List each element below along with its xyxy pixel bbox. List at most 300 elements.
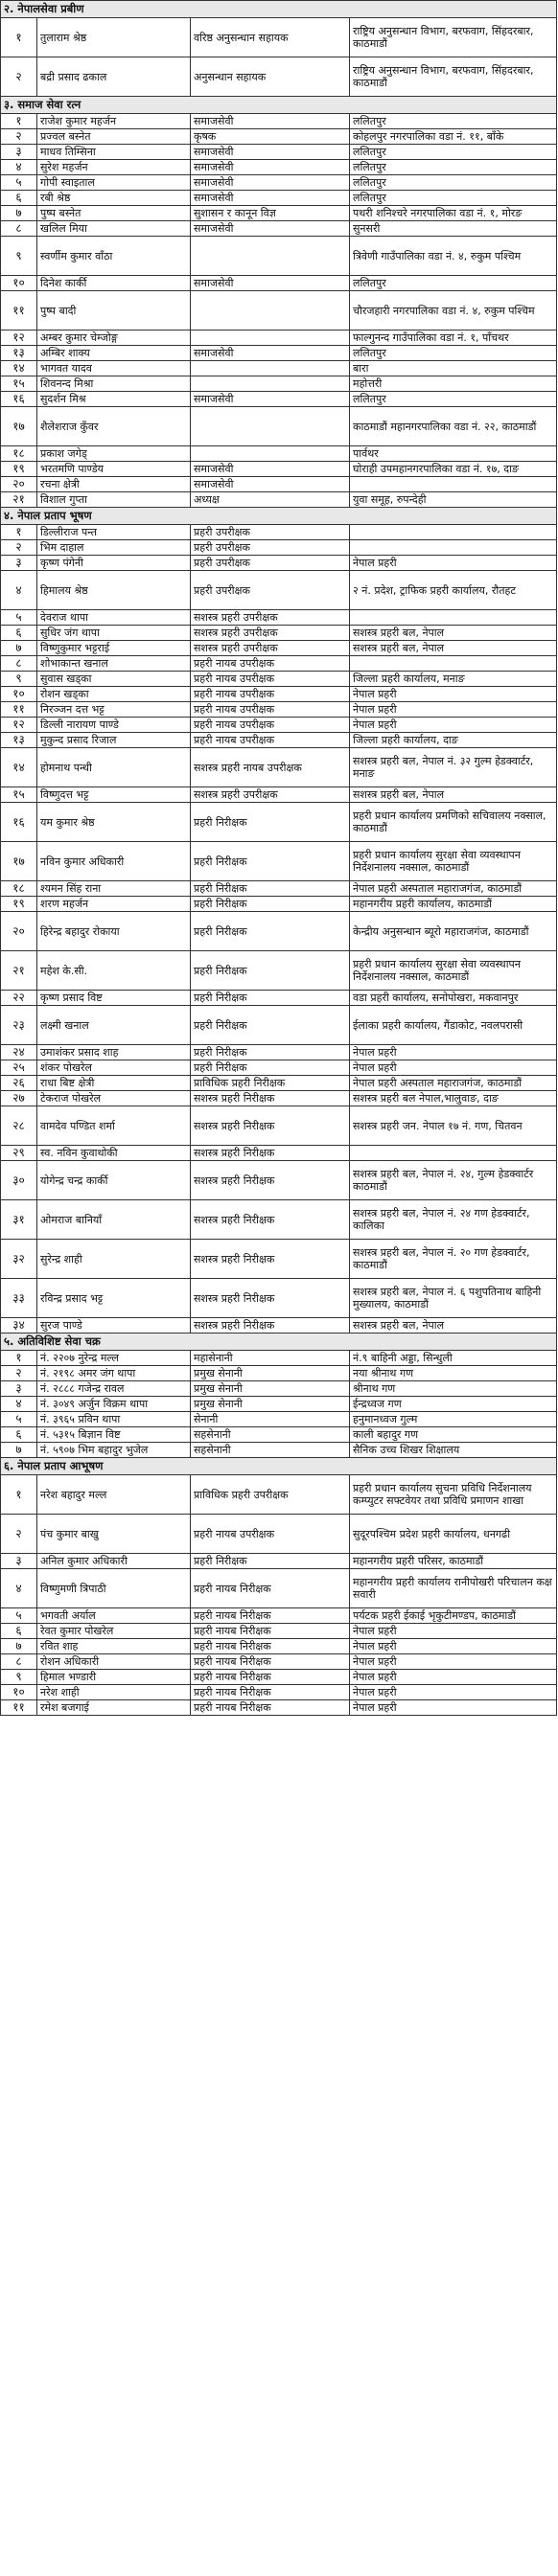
table-row	[1, 1106, 557, 1146]
recipient-office: ललितपुर	[350, 346, 557, 361]
table-row	[1, 556, 557, 571]
recipient-post: प्रहरी नायब निरीक्षक	[191, 1670, 350, 1685]
recipient-office: महोत्तरी	[350, 376, 557, 392]
table-row	[1, 18, 557, 57]
recipient-name: अनिल कुमार अधिकारी	[37, 1554, 191, 1569]
recipient-post: समाजसेवी	[191, 145, 350, 160]
recipient-name: महेश के.सी.	[37, 951, 191, 991]
recipient-name: वामदेव पण्डित शर्मा	[37, 1106, 191, 1146]
table-row	[1, 1091, 557, 1106]
table-row	[1, 571, 557, 610]
section-heading: ३. समाज सेवा रत्न	[1, 97, 557, 114]
row-number: ३३	[1, 1279, 37, 1318]
table-row	[1, 733, 557, 748]
recipient-office: नेपाल प्रहरी	[350, 1639, 557, 1654]
recipient-post: प्रहरी नायब निरीक्षक	[191, 1654, 350, 1670]
row-number: ११	[1, 702, 37, 718]
row-number: २	[1, 1366, 37, 1381]
recipient-post: प्रहरी नायब निरीक्षक	[191, 1624, 350, 1639]
section-heading-row	[1, 508, 557, 525]
table-row	[1, 1161, 557, 1200]
row-number: ११	[1, 291, 37, 331]
row-number: ६	[1, 1427, 37, 1443]
table-row	[1, 361, 557, 376]
row-number: १	[1, 114, 37, 129]
table-row	[1, 1685, 557, 1700]
recipient-name: नं. २८८८ गजेन्द्र रावल	[37, 1381, 191, 1397]
row-number: ४	[1, 1569, 37, 1608]
table-row	[1, 1624, 557, 1639]
recipient-post	[191, 237, 350, 276]
recipient-office: सशस्त्र प्रहरी बल, नेपाल नं. ३२ गुल्म हेडक्वार्टर, मनाङ	[350, 748, 557, 787]
recipient-name: ओमराज बानियाँ	[37, 1200, 191, 1240]
recipient-name: भरतमणि पाण्डेय	[37, 462, 191, 477]
row-number: २२	[1, 991, 37, 1006]
recipient-post: वरिष्ठ अनुसन्धान सहायक	[191, 18, 350, 57]
table-row	[1, 1700, 557, 1716]
recipient-post: प्रहरी निरीक्षक	[191, 842, 350, 881]
recipient-office: सशस्त्र प्रहरी बल, नेपाल नं. २० गण हेडक्वार्टर, काठमाडौं	[350, 1240, 557, 1279]
recipient-name: अम्बर कुमार चेम्जोङ्ग	[37, 331, 191, 346]
recipient-post: प्रहरी उपरीक्षक	[191, 556, 350, 571]
table-row	[1, 1554, 557, 1569]
row-number: ४	[1, 571, 37, 610]
recipient-office: महानगरीय प्रहरी कार्यालय रानीपोखरी परिचालन कक्ष सवारी	[350, 1569, 557, 1608]
recipient-name: भागवत यादव	[37, 361, 191, 376]
row-number: ३०	[1, 1161, 37, 1200]
recipient-office: नेपाल प्रहरी	[350, 718, 557, 733]
recipient-office: ललितपुर	[350, 160, 557, 175]
row-number: १	[1, 525, 37, 540]
recipient-office: नेपाल प्रहरी	[350, 1654, 557, 1670]
row-number: ९	[1, 672, 37, 687]
table-row	[1, 1427, 557, 1443]
recipient-name: रविन्द्र प्रसाद भट्ट	[37, 1279, 191, 1318]
recipient-post: प्रहरी नायब उपरीक्षक	[191, 656, 350, 672]
recipient-office: सशस्त्र प्रहरी बल, नेपाल	[350, 641, 557, 656]
recipient-office: महानगरीय प्रहरी कार्यालय, काठमाडौं	[350, 897, 557, 912]
row-number: २८	[1, 1106, 37, 1146]
table-row	[1, 1443, 557, 1458]
recipient-post: प्रहरी निरीक्षक	[191, 897, 350, 912]
recipient-office: कोहलपुर नगरपालिका वडा नं. ११, बाँके	[350, 129, 557, 145]
table-row	[1, 160, 557, 175]
recipient-office: पर्यटक प्रहरी ईकाई भृकुटीमण्डप, काठमाडौं	[350, 1608, 557, 1624]
table-row	[1, 540, 557, 556]
recipient-post: समाजसेवी	[191, 462, 350, 477]
table-row	[1, 1060, 557, 1076]
section-heading-row	[1, 1334, 557, 1351]
row-number: १२	[1, 331, 37, 346]
recipient-name: सुवास खड्का	[37, 672, 191, 687]
recipient-post: समाजसेवी	[191, 477, 350, 492]
recipient-office: जिल्ला प्रहरी कार्यालय, दाङ	[350, 733, 557, 748]
recipient-office: युवा समूह, रुपन्देही	[350, 492, 557, 508]
recipient-name: दिनेश कार्की	[37, 276, 191, 291]
recipient-name: रेवत कुमार पोखरेल	[37, 1624, 191, 1639]
recipient-post: प्रहरी निरीक्षक	[191, 1006, 350, 1045]
row-number: १०	[1, 276, 37, 291]
recipient-name: नं. ५९०७ भिम बहादुर भुजेल	[37, 1443, 191, 1458]
table-row	[1, 1475, 557, 1515]
table-row	[1, 748, 557, 787]
recipient-name: हिमाल भण्डारी	[37, 1670, 191, 1685]
row-number: १	[1, 1475, 37, 1515]
table-row	[1, 1397, 557, 1412]
row-number: १०	[1, 687, 37, 702]
recipient-name: भिम दाहाल	[37, 540, 191, 556]
row-number: १७	[1, 842, 37, 881]
recipient-name: शैलेशराज कुँवर	[37, 407, 191, 446]
row-number: ७	[1, 1639, 37, 1654]
recipient-post: सशस्त्र प्रहरी निरीक्षक	[191, 1146, 350, 1161]
table-row	[1, 1279, 557, 1318]
table-row	[1, 803, 557, 842]
row-number: ५	[1, 175, 37, 191]
recipient-post: समाजसेवी	[191, 160, 350, 175]
recipient-post: प्राविधिक प्रहरी निरीक्षक	[191, 1076, 350, 1091]
recipient-office: सशस्त्र प्रहरी बल, नेपाल नं. २४ गण हेडक्वार्टर, कालिका	[350, 1200, 557, 1240]
table-row	[1, 407, 557, 446]
recipient-name: रोशन अधिकारी	[37, 1654, 191, 1670]
recipient-office: नेपाल प्रहरी	[350, 556, 557, 571]
recipient-post: समाजसेवी	[191, 221, 350, 237]
table-row	[1, 1608, 557, 1624]
row-number: २०	[1, 477, 37, 492]
recipient-name: डिल्ली नारायण पाण्डे	[37, 718, 191, 733]
table-row	[1, 477, 557, 492]
table-row	[1, 687, 557, 702]
recipient-office: नया श्रीनाथ गण	[350, 1366, 557, 1381]
recipient-office: सैनिक उच्च शिखर शिक्षालय	[350, 1443, 557, 1458]
row-number: १	[1, 1351, 37, 1366]
row-number: १४	[1, 361, 37, 376]
recipient-office	[350, 610, 557, 626]
recipient-name: विशाल गुप्ता	[37, 492, 191, 508]
recipient-name: तुलाराम श्रेष्ठ	[37, 18, 191, 57]
recipient-post: सशस्त्र प्रहरी उपरीक्षक	[191, 641, 350, 656]
recipient-name: शरण महर्जन	[37, 897, 191, 912]
recipient-post: महासेनानी	[191, 1351, 350, 1366]
recipient-name: राजेश कुमार महर्जन	[37, 114, 191, 129]
recipient-name: नं. २१९८ अमर जंग थापा	[37, 1366, 191, 1381]
recipient-post	[191, 331, 350, 346]
recipient-office: नेपाल प्रहरी	[350, 687, 557, 702]
recipient-name: शिवनन्द मिश्रा	[37, 376, 191, 392]
recipient-post: सशस्त्र प्रहरी उपरीक्षक	[191, 626, 350, 641]
recipient-post: प्रहरी नायब निरीक्षक	[191, 1608, 350, 1624]
row-number: ११	[1, 1700, 37, 1716]
table-row	[1, 912, 557, 951]
table-row	[1, 842, 557, 881]
recipient-name: सुधिर जंग थापा	[37, 626, 191, 641]
recipient-office: नेपाल प्रहरी	[350, 1670, 557, 1685]
recipient-post: अनुसन्धान सहायक	[191, 57, 350, 97]
table-row	[1, 206, 557, 221]
recipient-post: सशस्त्र प्रहरी निरीक्षक	[191, 1106, 350, 1146]
row-number: १	[1, 18, 37, 57]
recipient-office: काली बहादुर गण	[350, 1427, 557, 1443]
recipient-post: समाजसेवी	[191, 392, 350, 407]
table-row	[1, 787, 557, 803]
row-number: २	[1, 540, 37, 556]
recipient-name: देवराज थापा	[37, 610, 191, 626]
table-row	[1, 991, 557, 1006]
recipient-name: सुरज पाण्डे	[37, 1318, 191, 1334]
row-number: ४	[1, 1397, 37, 1412]
recipient-office: प्रहरी प्रधान कार्यालय सुचना प्रविधि निर्देशनालय कम्प्युटर सफ्टवेयर तथा प्रविधि प्रमाणन शाखा	[350, 1475, 557, 1515]
recipient-office: पथरी शनिश्चरे नगरपालिका वडा नं. १, मोरङ	[350, 206, 557, 221]
recipient-office: फाल्गुनन्द गाउँपालिका वडा नं. १, पाँचथर	[350, 331, 557, 346]
table-row	[1, 1146, 557, 1161]
recipient-office: त्रिवेणी गाउँपालिका वडा नं. ४, रुकुम पश्चिम	[350, 237, 557, 276]
recipient-name: रवित शाह	[37, 1639, 191, 1654]
table-row	[1, 951, 557, 991]
section-heading-row	[1, 97, 557, 114]
table-row	[1, 237, 557, 276]
recipient-name: हिमालय श्रेष्ठ	[37, 571, 191, 610]
recipient-post: प्राविधिक प्रहरी उपरीक्षक	[191, 1475, 350, 1515]
recipient-office: ललितपुर	[350, 145, 557, 160]
recipient-post: प्रहरी नायब निरीक्षक	[191, 1639, 350, 1654]
recipient-office: ईलाका प्रहरी कार्यालय, गैंडाकोट, नवलपरासी	[350, 1006, 557, 1045]
recipient-post: प्रहरी उपरीक्षक	[191, 571, 350, 610]
table-row	[1, 57, 557, 97]
recipient-office: नेपाल प्रहरी अस्पताल महाराजगंज, काठमाडौं	[350, 1076, 557, 1091]
recipient-office: सशस्त्र प्रहरी जन. नेपाल १७ नं. गण, चितवन	[350, 1106, 557, 1146]
recipient-office: श्रीनाथ गण	[350, 1381, 557, 1397]
section-heading: ५. अतिविशिष्ट सेवा चक्र	[1, 1334, 557, 1351]
recipient-name: रचना क्षेत्री	[37, 477, 191, 492]
row-number: ५	[1, 1608, 37, 1624]
table-row	[1, 221, 557, 237]
recipient-office: सशस्त्र प्रहरी बल नेपाल,भालुवाङ, दाङ	[350, 1091, 557, 1106]
table-row	[1, 1366, 557, 1381]
recipient-name: पंच कुमार बाखु	[37, 1515, 191, 1554]
recipient-post	[191, 291, 350, 331]
table-row	[1, 1045, 557, 1060]
recipient-post: सुशासन र कानून विज्ञ	[191, 206, 350, 221]
recipient-post	[191, 376, 350, 392]
row-number: २१	[1, 951, 37, 991]
recipient-name: स्व. नविन कुवाथोकी	[37, 1146, 191, 1161]
recipient-post: प्रहरी निरीक्षक	[191, 951, 350, 991]
recipient-post: प्रहरी नायब उपरीक्षक	[191, 733, 350, 748]
recipient-office: केन्द्रीय अनुसन्धान ब्यूरो महाराजगंज, काठमाडौं	[350, 912, 557, 951]
table-row	[1, 702, 557, 718]
table-row	[1, 1351, 557, 1366]
row-number: ७	[1, 1443, 37, 1458]
recipient-post: प्रहरी निरीक्षक	[191, 881, 350, 897]
recipient-office: प्रहरी प्रधान कार्यालय प्रमणिको सचिवालय नक्साल, काठमाडौं	[350, 803, 557, 842]
row-number: ७	[1, 206, 37, 221]
recipient-name: विष्णुदत्त भट्ट	[37, 787, 191, 803]
recipient-office: २ नं. प्रदेश, ट्राफिक प्रहरी कार्यालय, रौतहट	[350, 571, 557, 610]
recipient-office: नेपाल प्रहरी	[350, 1685, 557, 1700]
row-number: १६	[1, 803, 37, 842]
row-number: २७	[1, 1091, 37, 1106]
table-row	[1, 1670, 557, 1685]
recipient-post: सशस्त्र प्रहरी निरीक्षक	[191, 1091, 350, 1106]
recipient-name: पुष्प बस्नेत	[37, 206, 191, 221]
table-row	[1, 1412, 557, 1427]
recipient-office: नं.९ बाहिनी अड्डा, सिन्धुली	[350, 1351, 557, 1366]
table-row	[1, 1569, 557, 1608]
recipient-name: कृष्ण पंगेनी	[37, 556, 191, 571]
row-number: ३	[1, 145, 37, 160]
recipient-office: महानगरीय प्रहरी परिसर, काठमाडौं	[350, 1554, 557, 1569]
recipient-name: नरेश शाही	[37, 1685, 191, 1700]
row-number: १३	[1, 346, 37, 361]
table-row	[1, 114, 557, 129]
row-number: २५	[1, 1060, 37, 1076]
recipient-office: नेपाल प्रहरी	[350, 1060, 557, 1076]
row-number: १९	[1, 897, 37, 912]
row-number: ७	[1, 641, 37, 656]
recipient-name: योगेन्द्र चन्द्र कार्की	[37, 1161, 191, 1200]
table-row	[1, 276, 557, 291]
recipient-post: प्रहरी निरीक्षक	[191, 1060, 350, 1076]
recipient-name: हिरेन्द्र बहादुर रोकाया	[37, 912, 191, 951]
recipient-office: राष्ट्रिय अनुसन्धान विभाग, बरफवाग, सिंहदरबार, काठमाडौं	[350, 57, 557, 97]
recipient-post: सशस्त्र प्रहरी उपरीक्षक	[191, 610, 350, 626]
row-number: ३	[1, 556, 37, 571]
recipient-name: कृष्ण प्रसाद विष्ट	[37, 991, 191, 1006]
table-row	[1, 492, 557, 508]
table-row	[1, 656, 557, 672]
recipient-office	[350, 1146, 557, 1161]
section-heading: २. नेपालसेवा प्रबीण	[1, 1, 557, 18]
recipient-office: सशस्त्र प्रहरी बल, नेपाल	[350, 1318, 557, 1334]
table-row	[1, 462, 557, 477]
recipient-office: प्रहरी प्रधान कार्यालय सुरक्षा सेवा व्यवस्थापन निर्देशनालय नक्साल, काठमाडौं	[350, 842, 557, 881]
recipient-name: प्रकाश जगेड्	[37, 446, 191, 462]
recipient-name: निरञ्जन दत्त भट्ट	[37, 702, 191, 718]
recipient-post: सशस्त्र प्रहरी निरीक्षक	[191, 1200, 350, 1240]
recipient-post: सशस्त्र प्रहरी निरीक्षक	[191, 1279, 350, 1318]
recipient-office: घोराही उपमहानगरपालिका वडा नं. १७, दाङ	[350, 462, 557, 477]
table-row	[1, 175, 557, 191]
row-number: ६	[1, 191, 37, 206]
row-number: २	[1, 129, 37, 145]
row-number: १७	[1, 407, 37, 446]
recipient-post: प्रहरी नायब उपरीक्षक	[191, 1515, 350, 1554]
recipient-office: नेपाल प्रहरी	[350, 1045, 557, 1060]
recipient-office: जिल्ला प्रहरी कार्यालय, मनाङ	[350, 672, 557, 687]
recipient-post: प्रहरी नायब निरीक्षक	[191, 1569, 350, 1608]
recipient-post: प्रमुख सेनानी	[191, 1381, 350, 1397]
table-row	[1, 718, 557, 733]
recipient-name: रबी श्रेष्ठ	[37, 191, 191, 206]
recipient-name: भगवती अर्याल	[37, 1608, 191, 1624]
row-number: ५	[1, 610, 37, 626]
table-row	[1, 1006, 557, 1045]
recipient-post: प्रहरी निरीक्षक	[191, 912, 350, 951]
table-row	[1, 191, 557, 206]
recipient-post: प्रहरी नायब उपरीक्षक	[191, 687, 350, 702]
recipient-name: पुष्प बादी	[37, 291, 191, 331]
recipient-name: शंकर पोखरेल	[37, 1060, 191, 1076]
recipient-name: टेकराज पोखरेल	[37, 1091, 191, 1106]
row-number: १४	[1, 748, 37, 787]
table-row	[1, 1639, 557, 1654]
table-row	[1, 331, 557, 346]
recipient-name: बद्री प्रसाद ढकाल	[37, 57, 191, 97]
recipient-office	[350, 525, 557, 540]
row-number: २१	[1, 492, 37, 508]
table-row	[1, 610, 557, 626]
table-row	[1, 626, 557, 641]
table-row	[1, 672, 557, 687]
recipient-name: सुदर्शन मिश्र	[37, 392, 191, 407]
recipient-name: मुकुन्द प्रसाद रिजाल	[37, 733, 191, 748]
table-row	[1, 1654, 557, 1670]
recipient-post: अध्यक्ष	[191, 492, 350, 508]
row-number: ४	[1, 160, 37, 175]
row-number: ८	[1, 221, 37, 237]
recipient-post: सहसेनानी	[191, 1443, 350, 1458]
row-number: २६	[1, 1076, 37, 1091]
recipient-name: लक्ष्मी खनाल	[37, 1006, 191, 1045]
recipient-post: समाजसेवी	[191, 114, 350, 129]
recipient-office: ललितपुर	[350, 114, 557, 129]
recipient-office: नेपाल प्रहरी	[350, 702, 557, 718]
section-heading-row	[1, 1, 557, 18]
recipient-post: प्रहरी नायब निरीक्षक	[191, 1700, 350, 1716]
row-number: १०	[1, 1685, 37, 1700]
table-row	[1, 376, 557, 392]
recipient-post: सेनानी	[191, 1412, 350, 1427]
row-number: २०	[1, 912, 37, 951]
recipient-office	[350, 477, 557, 492]
table-row	[1, 1318, 557, 1334]
recipient-post: प्रहरी नायब उपरीक्षक	[191, 718, 350, 733]
row-number: १९	[1, 462, 37, 477]
recipient-post: समाजसेवी	[191, 175, 350, 191]
recipient-name: रमेश बजगाई	[37, 1700, 191, 1716]
recipient-office: राष्ट्रिय अनुसन्धान विभाग, बरफवाग, सिंहदरबार, काठमाडौं	[350, 18, 557, 57]
table-row	[1, 145, 557, 160]
recipient-name: गोपी स्वाइताल	[37, 175, 191, 191]
row-number: ३	[1, 1381, 37, 1397]
recipient-name: नविन कुमार अधिकारी	[37, 842, 191, 881]
section-heading: ६. नेपाल प्रताप आभूषण	[1, 1458, 557, 1475]
row-number: ९	[1, 1670, 37, 1685]
row-number: १५	[1, 787, 37, 803]
section-heading-row	[1, 1458, 557, 1475]
row-number: ८	[1, 656, 37, 672]
recipient-office: चौरजहारी नगरपालिका वडा नं. ४, रुकुम पश्चिम	[350, 291, 557, 331]
row-number: २	[1, 57, 37, 97]
recipient-name: श्यमन सिंह राना	[37, 881, 191, 897]
recipient-office: प्रहरी प्रधान कार्यालय सुरक्षा सेवा व्यवस्थापन निर्देशनालय नक्साल, काठमाडौं	[350, 951, 557, 991]
row-number: १२	[1, 718, 37, 733]
table-row	[1, 897, 557, 912]
row-number: १८	[1, 446, 37, 462]
recipient-post: प्रहरी नायब उपरीक्षक	[191, 702, 350, 718]
row-number: ८	[1, 1654, 37, 1670]
recipient-post	[191, 361, 350, 376]
recipient-office: सशस्त्र प्रहरी बल, नेपाल	[350, 787, 557, 803]
recipient-name: सुरेन्द्र शाही	[37, 1240, 191, 1279]
row-number: २	[1, 1515, 37, 1554]
recipient-name: खलिल मिया	[37, 221, 191, 237]
recipient-post: समाजसेवी	[191, 276, 350, 291]
table-row	[1, 641, 557, 656]
row-number: १३	[1, 733, 37, 748]
row-number: ६	[1, 626, 37, 641]
table-row	[1, 392, 557, 407]
